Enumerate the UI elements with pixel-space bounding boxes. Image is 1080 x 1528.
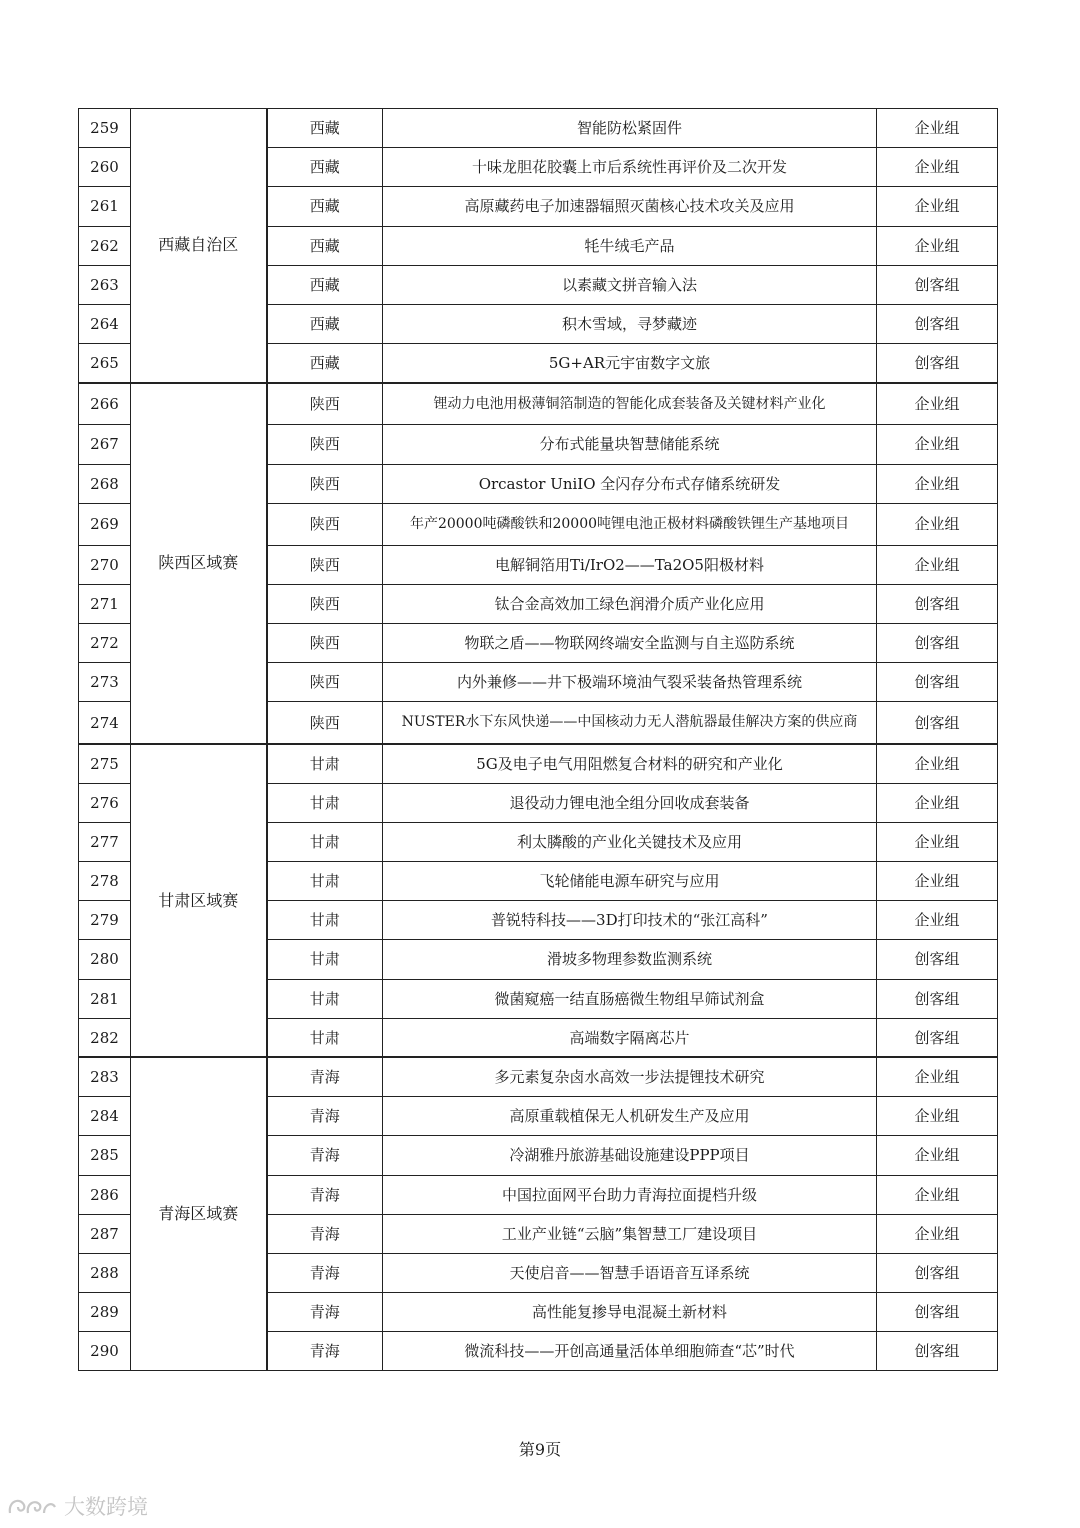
project-title-cell: 多元素复杂卤水高效一步法提锂技术研究	[383, 1057, 877, 1096]
category-cell: 企业组	[877, 1057, 998, 1096]
project-title-cell: 天使启音——智慧手语语音互译系统	[383, 1253, 877, 1292]
page-number: 第9页	[518, 1440, 562, 1459]
project-title-cell: 利太膦酸的产业化关键技术及应用	[383, 822, 877, 861]
category-cell: 创客组	[877, 1253, 998, 1292]
province-cell: 陕西	[267, 624, 383, 663]
row-number: 270	[79, 545, 131, 584]
project-title-cell: NUSTER水下东风快递——中国核动力无人潜航器最佳解决方案的供应商	[383, 702, 877, 744]
province-cell: 陕西	[267, 663, 383, 702]
project-title-cell: 高端数字隔离芯片	[383, 1018, 877, 1057]
table-row	[79, 383, 998, 425]
province-cell: 甘肃	[267, 901, 383, 940]
category-cell: 创客组	[877, 702, 998, 744]
category-cell: 创客组	[877, 940, 998, 979]
row-number: 268	[79, 464, 131, 503]
province-cell: 青海	[267, 1293, 383, 1332]
row-number: 260	[79, 148, 131, 187]
project-title-cell: 退役动力锂电池全组分回收成套装备	[383, 783, 877, 822]
province-cell: 西藏	[267, 304, 383, 343]
table-row	[79, 1057, 998, 1096]
province-cell: 甘肃	[267, 744, 383, 783]
project-title-cell: 普锐特科技——3D打印技术的“张江高科”	[383, 901, 877, 940]
row-number: 278	[79, 862, 131, 901]
project-title-cell: 高性能复掺导电混凝土新材料	[383, 1293, 877, 1332]
project-title-cell: Orcastor UniIO 全闪存分布式存储系统研发	[383, 464, 877, 503]
category-cell: 创客组	[877, 265, 998, 304]
province-cell: 甘肃	[267, 783, 383, 822]
category-cell: 创客组	[877, 1293, 998, 1332]
category-cell: 企业组	[877, 464, 998, 503]
row-number: 279	[79, 901, 131, 940]
row-number: 273	[79, 663, 131, 702]
project-title-cell: 物联之盾——物联网终端安全监测与自主巡防系统	[383, 624, 877, 663]
province-cell: 青海	[267, 1175, 383, 1214]
province-cell: 西藏	[267, 148, 383, 187]
category-cell: 企业组	[877, 1097, 998, 1136]
category-cell: 企业组	[877, 226, 998, 265]
category-cell: 企业组	[877, 1175, 998, 1214]
category-cell: 企业组	[877, 545, 998, 584]
province-cell: 西藏	[267, 109, 383, 148]
row-number: 288	[79, 1253, 131, 1292]
category-cell: 企业组	[877, 783, 998, 822]
category-cell: 企业组	[877, 822, 998, 861]
category-cell: 企业组	[877, 1136, 998, 1175]
province-cell: 青海	[267, 1136, 383, 1175]
row-number: 282	[79, 1018, 131, 1057]
province-cell: 西藏	[267, 344, 383, 383]
row-number: 286	[79, 1175, 131, 1214]
row-number: 283	[79, 1057, 131, 1096]
province-cell: 西藏	[267, 265, 383, 304]
province-cell: 甘肃	[267, 862, 383, 901]
category-cell: 创客组	[877, 304, 998, 343]
province-cell: 陕西	[267, 503, 383, 545]
province-cell: 青海	[267, 1214, 383, 1253]
category-cell: 企业组	[877, 187, 998, 226]
row-number: 267	[79, 425, 131, 464]
row-number: 287	[79, 1214, 131, 1253]
row-number: 259	[79, 109, 131, 148]
project-title-cell: 滑坡多物理参数监测系统	[383, 940, 877, 979]
project-title-cell: 5G+AR元宇宙数字文旅	[383, 344, 877, 383]
row-number: 272	[79, 624, 131, 663]
province-cell: 陕西	[267, 383, 383, 425]
category-cell: 企业组	[877, 148, 998, 187]
row-number: 266	[79, 383, 131, 425]
category-cell: 企业组	[877, 901, 998, 940]
category-cell: 创客组	[877, 1332, 998, 1371]
project-title-cell: 电解铜箔用Ti/IrO2——Ta2O5阳极材料	[383, 545, 877, 584]
category-cell: 企业组	[877, 862, 998, 901]
province-cell: 青海	[267, 1057, 383, 1096]
category-cell: 创客组	[877, 979, 998, 1018]
province-cell: 青海	[267, 1253, 383, 1292]
category-cell: 创客组	[877, 344, 998, 383]
category-cell: 企业组	[877, 383, 998, 425]
project-title-cell: 高原藏药电子加速器辐照灭菌核心技术攻关及应用	[383, 187, 877, 226]
project-title-cell: 中国拉面网平台助力青海拉面提档升级	[383, 1175, 877, 1214]
row-number: 277	[79, 822, 131, 861]
row-number: 281	[79, 979, 131, 1018]
region-cell: 甘肃区域赛	[131, 744, 267, 1058]
province-cell: 青海	[267, 1097, 383, 1136]
project-title-cell: 微菌窥癌一结直肠癌微生物组早筛试剂盒	[383, 979, 877, 1018]
project-table	[78, 108, 998, 1371]
row-number: 261	[79, 187, 131, 226]
project-title-cell: 以素藏文拼音输入法	[383, 265, 877, 304]
row-number: 262	[79, 226, 131, 265]
project-title-cell: 锂动力电池用极薄铜箔制造的智能化成套装备及关键材料产业化	[383, 383, 877, 425]
row-number: 265	[79, 344, 131, 383]
project-title-cell: 工业产业链“云脑”集智慧工厂建设项目	[383, 1214, 877, 1253]
region-cell: 西藏自治区	[131, 109, 267, 383]
region-cell: 陕西区域赛	[131, 383, 267, 744]
category-cell: 企业组	[877, 425, 998, 464]
category-cell: 企业组	[877, 503, 998, 545]
table-row	[79, 109, 998, 148]
category-cell: 企业组	[877, 1214, 998, 1253]
province-cell: 青海	[267, 1332, 383, 1371]
province-cell: 西藏	[267, 187, 383, 226]
province-cell: 甘肃	[267, 979, 383, 1018]
project-title-cell: 内外兼修——井下极端环境油气裂采装备热管理系统	[383, 663, 877, 702]
swirl-logo-icon	[6, 1493, 58, 1519]
row-number: 274	[79, 702, 131, 744]
province-cell: 甘肃	[267, 1018, 383, 1057]
category-cell: 创客组	[877, 1018, 998, 1057]
watermark	[6, 1491, 148, 1521]
province-cell: 西藏	[267, 226, 383, 265]
project-title-cell: 分布式能量块智慧储能系统	[383, 425, 877, 464]
project-title-cell: 年产20000吨磷酸铁和20000吨锂电池正极材料磷酸铁锂生产基地项目	[383, 503, 877, 545]
row-number: 275	[79, 744, 131, 783]
project-title-cell: 钛合金高效加工绿色润滑介质产业化应用	[383, 584, 877, 623]
region-cell: 青海区域赛	[131, 1057, 267, 1371]
row-number: 271	[79, 584, 131, 623]
category-cell: 创客组	[877, 584, 998, 623]
province-cell: 甘肃	[267, 822, 383, 861]
row-number: 280	[79, 940, 131, 979]
project-title-cell: 冷湖雅丹旅游基础设施建设PPP项目	[383, 1136, 877, 1175]
watermark-text: 大数跨境	[64, 1495, 148, 1519]
category-cell: 企业组	[877, 744, 998, 783]
row-number: 264	[79, 304, 131, 343]
row-number: 263	[79, 265, 131, 304]
project-title-cell: 牦牛绒毛产品	[383, 226, 877, 265]
row-number: 290	[79, 1332, 131, 1371]
project-title-cell: 高原重载植保无人机研发生产及应用	[383, 1097, 877, 1136]
province-cell: 甘肃	[267, 940, 383, 979]
row-number: 269	[79, 503, 131, 545]
project-title-cell: 飞轮储能电源车研究与应用	[383, 862, 877, 901]
province-cell: 陕西	[267, 545, 383, 584]
province-cell: 陕西	[267, 464, 383, 503]
table-row	[79, 744, 998, 783]
category-cell: 创客组	[877, 663, 998, 702]
project-title-cell: 微流科技——开创高通量活体单细胞筛查“芯”时代	[383, 1332, 877, 1371]
province-cell: 陕西	[267, 584, 383, 623]
row-number: 289	[79, 1293, 131, 1332]
province-cell: 陕西	[267, 425, 383, 464]
project-title-cell: 智能防松紧固件	[383, 109, 877, 148]
category-cell: 企业组	[877, 109, 998, 148]
category-cell: 创客组	[877, 624, 998, 663]
row-number: 276	[79, 783, 131, 822]
row-number: 284	[79, 1097, 131, 1136]
project-title-cell: 积木雪域，寻梦藏迹	[383, 304, 877, 343]
row-number: 285	[79, 1136, 131, 1175]
project-title-cell: 5G及电子电气用阻燃复合材料的研究和产业化	[383, 744, 877, 783]
province-cell: 陕西	[267, 702, 383, 744]
project-title-cell: 十味龙胆花胶囊上市后系统性再评价及二次开发	[383, 148, 877, 187]
